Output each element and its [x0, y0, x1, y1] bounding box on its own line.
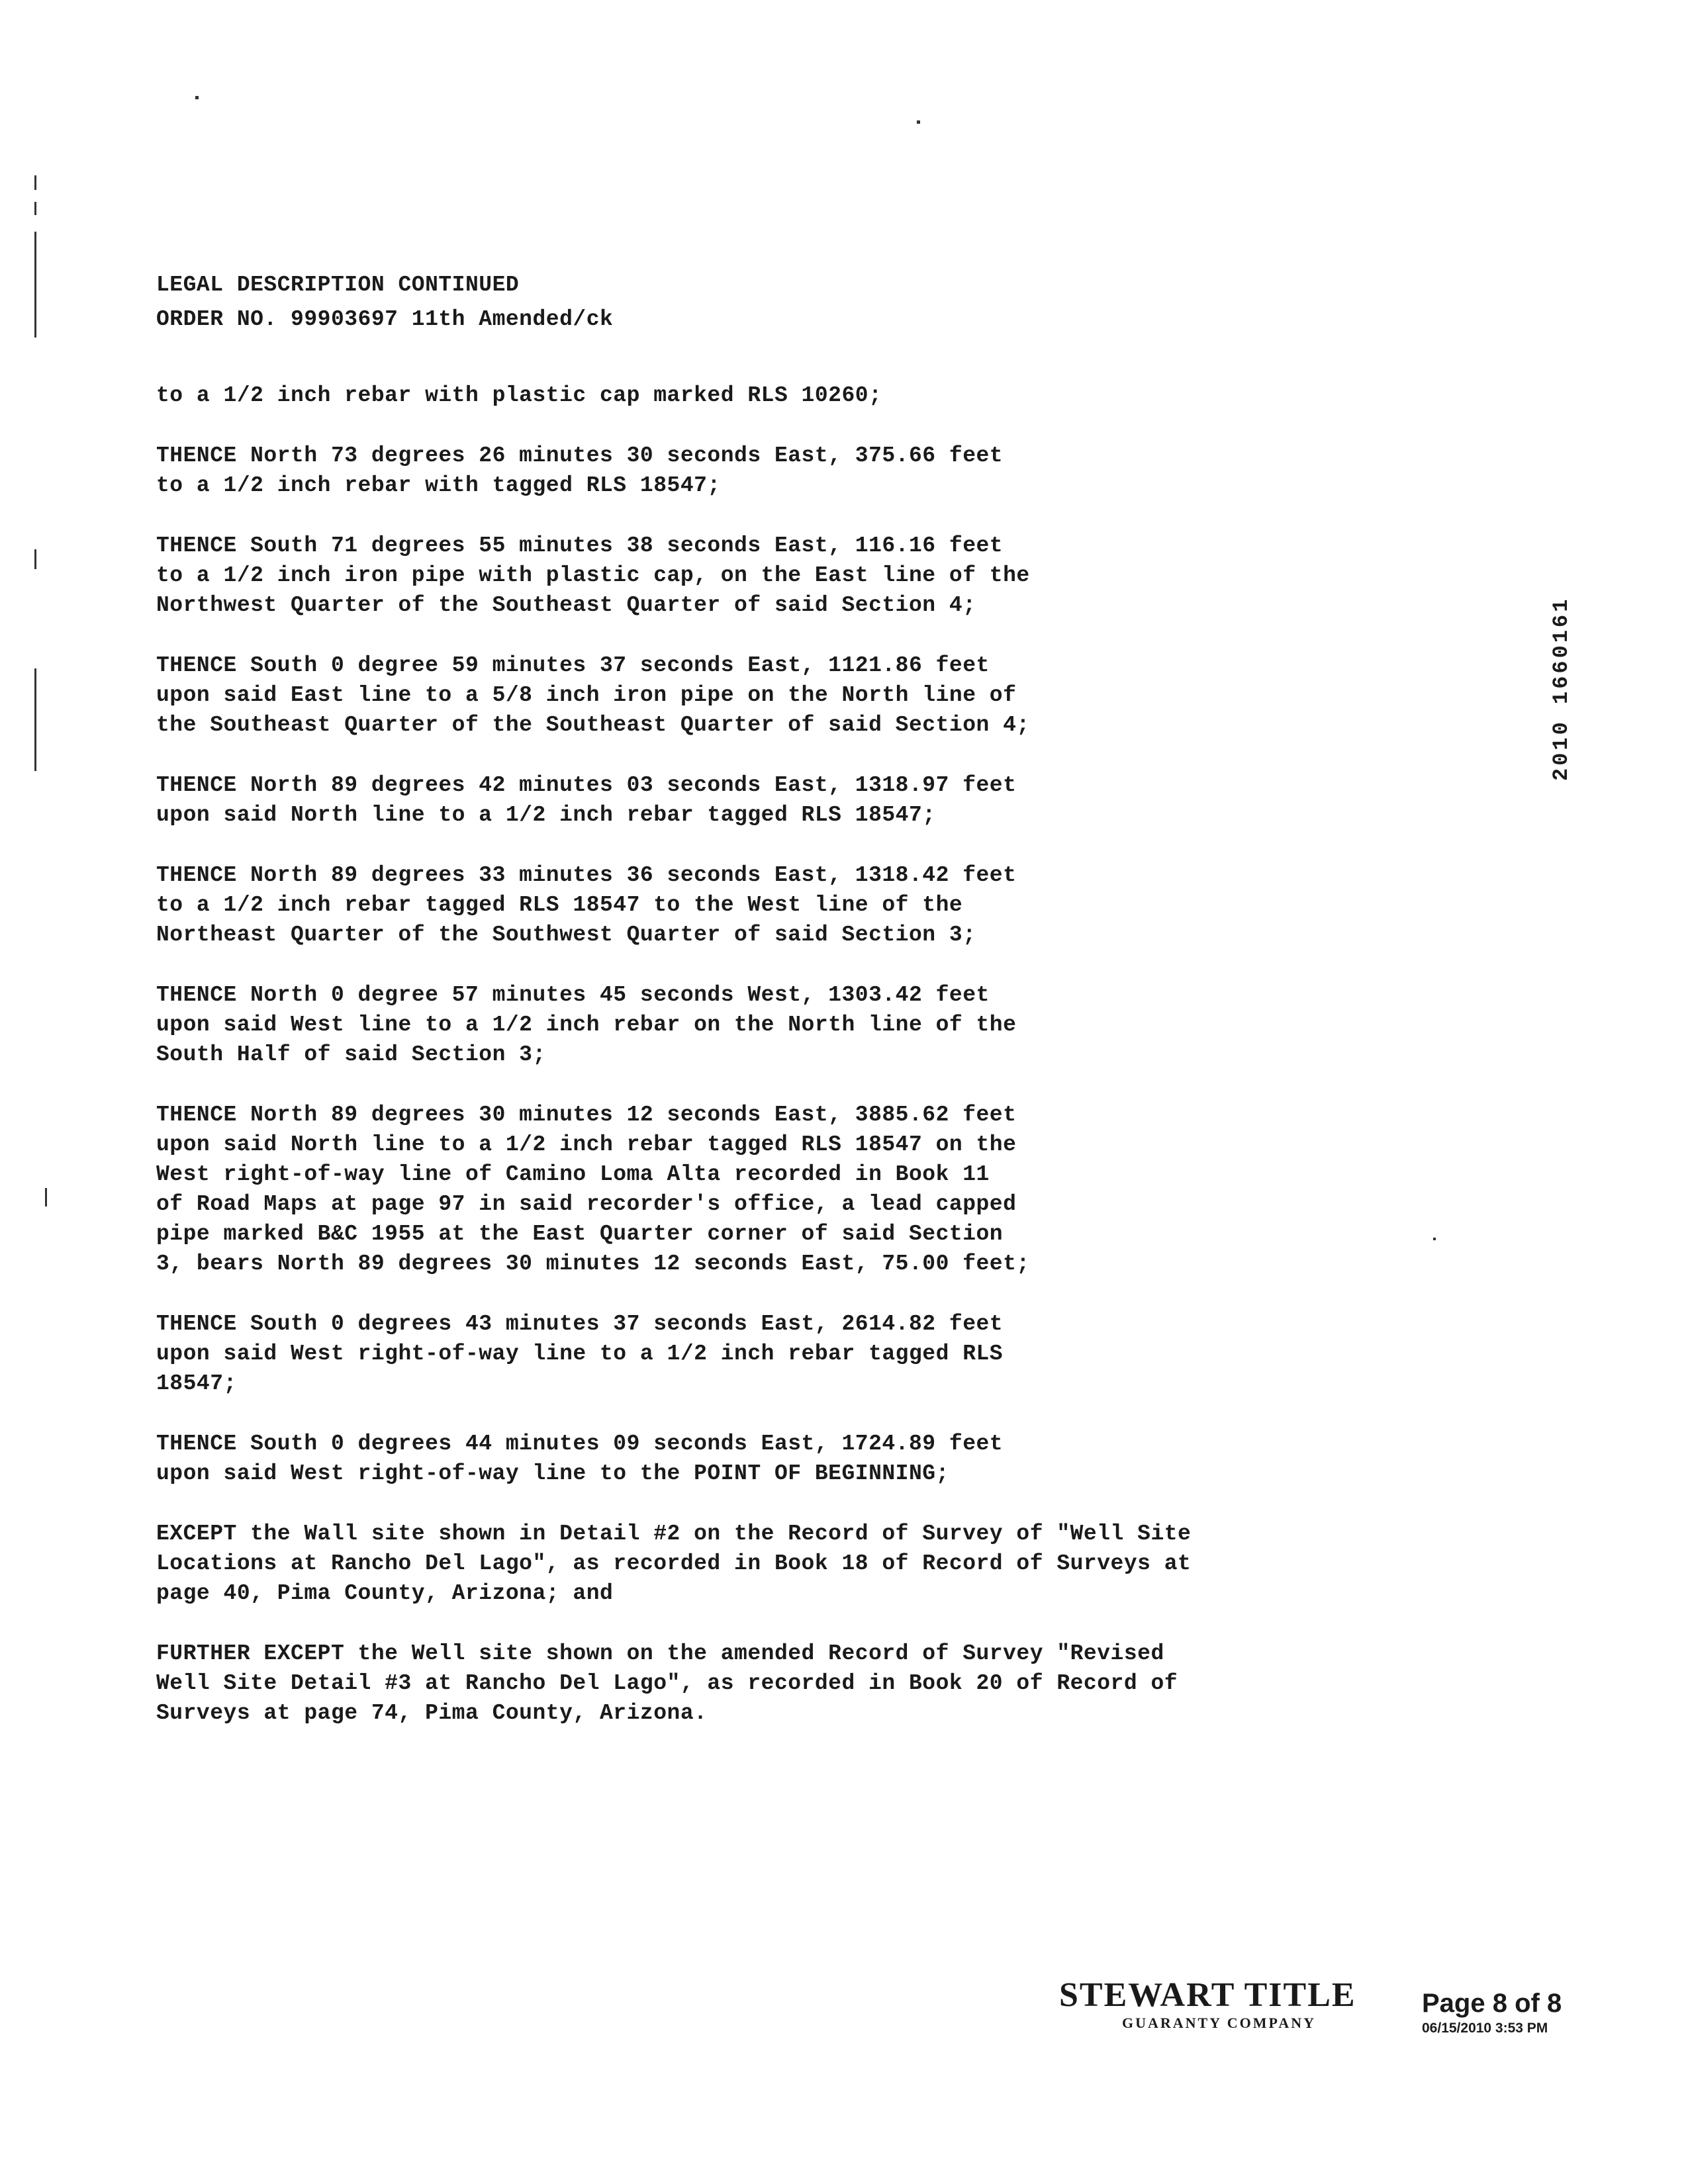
scan-speck — [917, 120, 920, 124]
page-number: Page 8 of 8 — [1422, 1989, 1562, 2018]
legal-paragraph: THENCE South 0 degrees 43 minutes 37 seconds East, 2614.82 feet upon said West right-of-way line to a 1/2 inch rebar tagged RLS 18547; — [156, 1312, 1004, 1396]
legal-paragraph: FURTHER EXCEPT the Well site shown on the amended Record of Survey "Revised Well Site Detail #3 at Rancho Del Lago", as recorded in Book 20 of Record of Surveys at page 74, Pima County, Arizona. — [156, 1641, 1178, 1725]
legal-paragraph: THENCE North 89 degrees 33 minutes 36 seconds East, 1318.42 feet to a 1/2 inch rebar tagged RLS 18547 to the West line of the Northeast Quarter of the Southwest Quarter of said Section 3; — [156, 863, 1017, 947]
legal-paragraph: THENCE North 89 degrees 42 minutes 03 seconds East, 1318.97 feet upon said North line to a 1/2 inch rebar tagged RLS 18547; — [156, 773, 1017, 827]
legal-paragraph: THENCE North 73 degrees 26 minutes 30 seconds East, 375.66 feet to a 1/2 inch rebar with tagged RLS 18547; — [156, 443, 1004, 498]
stewart-title-logo — [1059, 1976, 1356, 2032]
print-timestamp: 06/15/2010 3:53 PM — [1422, 2021, 1548, 2036]
legal-paragraph: THENCE North 0 degree 57 minutes 45 seconds West, 1303.42 feet upon said West line to a 1/2 inch rebar on the North line of the South Half of said Section 3; — [156, 983, 1017, 1067]
scan-margin-mark — [34, 202, 36, 215]
legal-paragraph: THENCE North 89 degrees 30 minutes 12 seconds East, 3885.62 feet upon said North line to a 1/2 inch rebar tagged RLS 18547 on the West right-of-way line of Camino Loma Alta recorded in Book 11 of Road Maps at page 97 in said recorder's office, a lead capped pipe marked B&C 1955 at the East Quarter corner of said Section 3, bears North 89 degrees 30 minutes 12 seconds East, 75.00 feet; — [156, 1103, 1030, 1276]
scan-margin-mark — [34, 668, 36, 771]
legal-paragraph: THENCE South 71 degrees 55 minutes 38 seconds East, 116.16 feet to a 1/2 inch iron pipe with plastic cap, on the East line of the Northwest Quarter of the Southeast Quarter of said Section 4; — [156, 533, 1030, 617]
scan-speck — [195, 96, 199, 99]
logo-name: STEWART TITLE — [1059, 1976, 1356, 2014]
legal-description-body — [156, 381, 1414, 1758]
scan-margin-mark — [34, 232, 36, 338]
legal-paragraph: THENCE South 0 degrees 44 minutes 09 seconds East, 1724.89 feet upon said West right-of-way line to the POINT OF BEGINNING; — [156, 1432, 1004, 1486]
order-number: ORDER NO. 99903697 11th Amended/ck — [156, 307, 614, 332]
scan-margin-mark — [34, 549, 36, 569]
scan-margin-mark — [45, 1188, 47, 1206]
scan-margin-mark — [34, 175, 36, 190]
document-title: LEGAL DESCRIPTION CONTINUED — [156, 273, 520, 297]
scan-speck — [1433, 1238, 1436, 1240]
logo-subtitle: GUARANTY COMPANY — [1122, 2015, 1317, 2031]
legal-paragraph: to a 1/2 inch rebar with plastic cap marked RLS 10260; — [156, 383, 882, 408]
legal-paragraph: EXCEPT the Wall site shown in Detail #2 on the Record of Survey of "Well Site Locations at Rancho Del Lago", as recorded in Book 18 of Record of Surveys at page 40, Pima County, Arizona; and — [156, 1522, 1192, 1606]
recording-stamp: 2010 1660161 — [1549, 596, 1573, 781]
document-header — [156, 268, 613, 337]
legal-paragraph: THENCE South 0 degree 59 minutes 37 seconds East, 1121.86 feet upon said East line to a 5/8 inch iron pipe on the North line of the Southeast Quarter of the Southeast Quarter of said Section 4; — [156, 653, 1030, 737]
